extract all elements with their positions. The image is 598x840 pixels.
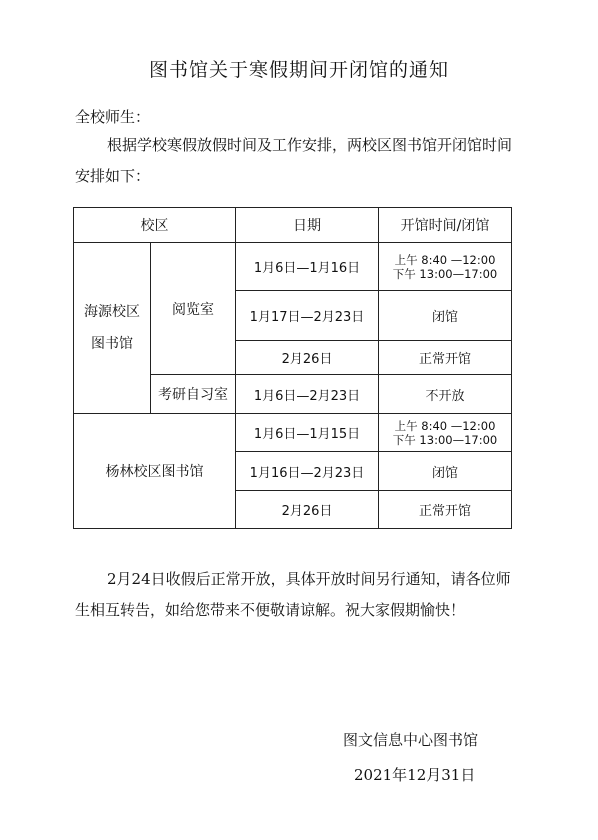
haiyuan-campus-line2: 图书馆 xyxy=(91,336,133,352)
header-campus: 校区 xyxy=(74,208,236,243)
issue-date: 2021年12月31日 xyxy=(354,766,476,784)
date-cell: 2月26日 xyxy=(236,491,379,529)
intro-text: 根据学校寒假放假时间及工作安排，两校区图书馆开闭馆时间安排如下： xyxy=(75,136,513,185)
hours-cell xyxy=(379,243,512,291)
haiyuan-campus-cell xyxy=(74,243,151,414)
status-cell: 不开放 xyxy=(379,375,512,414)
study-room-cell: 考研自习室 xyxy=(151,375,236,414)
table-row xyxy=(74,243,512,291)
reading-room-cell: 阅览室 xyxy=(151,243,236,375)
date-cell: 1月6日—1月15日 xyxy=(236,414,379,452)
status-cell: 闭馆 xyxy=(379,291,512,341)
date-cell: 1月6日—2月23日 xyxy=(236,375,379,414)
table-header-row xyxy=(74,208,512,243)
date-cell: 1月16日—2月23日 xyxy=(236,452,379,491)
yanglin-campus-cell: 杨林校区图书馆 xyxy=(74,414,236,529)
notice-title: 图书馆关于寒假期间开闭馆的通知 xyxy=(148,59,449,81)
hours-pm: 下午 13:00—17:00 xyxy=(392,266,498,281)
hours-am: 上午 8:40 —12:00 xyxy=(394,418,496,433)
closing-paragraph xyxy=(75,564,525,626)
date-cell: 2月26日 xyxy=(236,341,379,375)
intro-paragraph xyxy=(75,130,525,192)
greeting: 全校师生： xyxy=(75,108,151,126)
hours-am: 上午 8:40 —12:00 xyxy=(394,252,496,267)
status-cell: 正常开馆 xyxy=(379,341,512,375)
status-cell: 正常开馆 xyxy=(379,491,512,529)
hours-pm: 下午 13:00—17:00 xyxy=(392,432,498,447)
signature: 图文信息中心图书馆 xyxy=(343,731,479,749)
date-cell: 1月17日—2月23日 xyxy=(236,291,379,341)
status-cell: 闭馆 xyxy=(379,452,512,491)
header-date: 日期 xyxy=(236,208,379,243)
hours-cell xyxy=(379,414,512,452)
date-cell: 1月6日—1月16日 xyxy=(236,243,379,291)
closing-text: 2月24日收假后正常开放，具体开放时间另行通知，请各位师生相互转告，如给您带来不便敬请谅解。祝大家假期愉快！ xyxy=(75,570,511,619)
table-row xyxy=(74,414,512,452)
haiyuan-campus-line1: 海源校区 xyxy=(84,304,140,320)
schedule-table xyxy=(73,207,512,529)
header-hours: 开馆时间/闭馆 xyxy=(379,208,512,243)
